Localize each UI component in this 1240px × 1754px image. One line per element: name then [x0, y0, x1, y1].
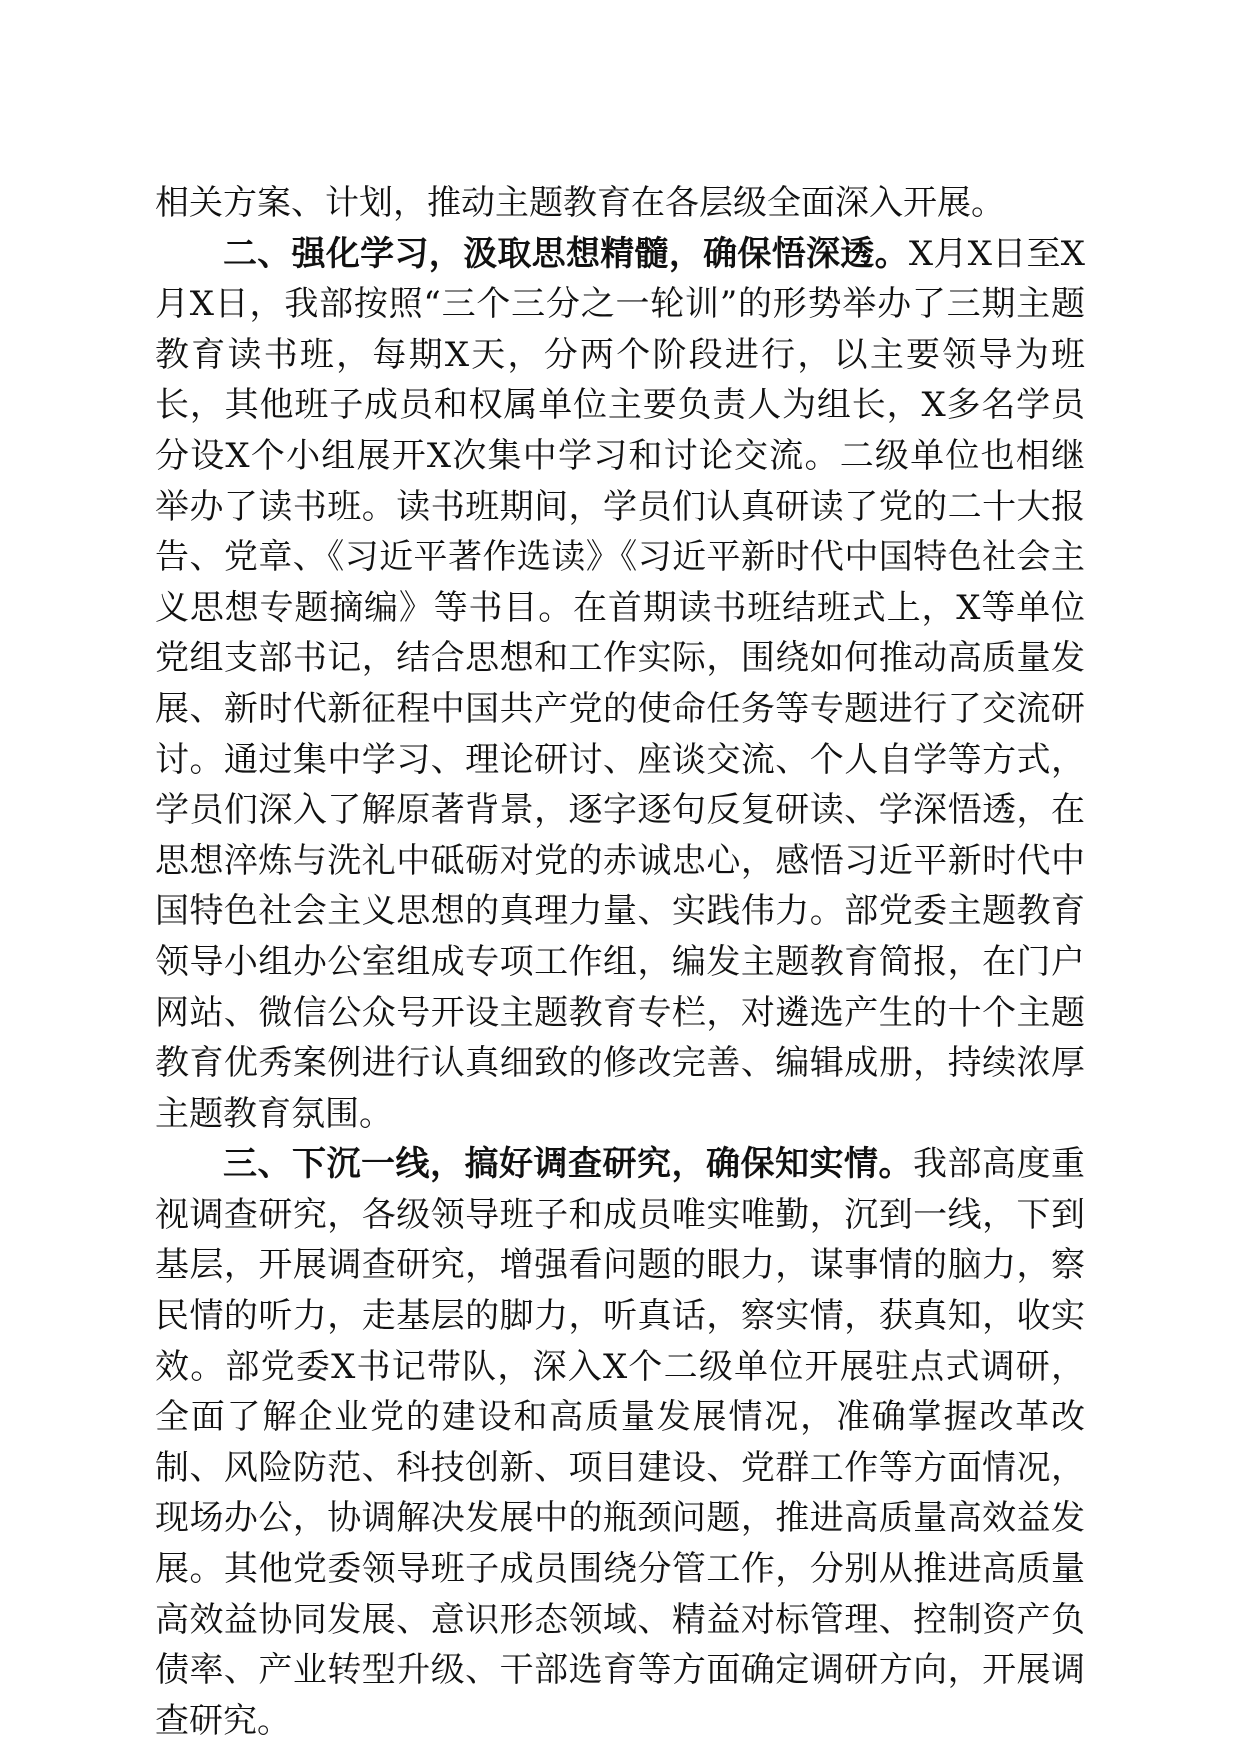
paragraph-section-2: [155, 229, 1085, 1140]
paragraph-body: 相关方案、计划，推动主题教育在各层级全面深入开展。: [155, 183, 1005, 223]
paragraph-body: 我部高度重视调查研究，各级领导班子和成员唯实唯勤，沉到一线，下到基层，开展调查研究，增强看问题的眼力，谋事情的脑力，察民情的听力，走基层的脚力，听真话，察实情，获真知，收实效。部党委X书记带队，深入X个二级单位开展驻点式调研，全面了解企业党的建设和高质量发展情况，准确掌握改革改制、风险防范、科技创新、项目建设、党群工作等方面情况，现场办公，协调解决发展中的瓶颈问题，推进高质量高效益发展。其他党委领导班子成员围绕分管工作，分别从推进高质量高效益协同发展、意识形态领域、精益对标管理、控制资产负债率、产业转型升级、干部选育等方面确定调研方向，开展调查研究。: [155, 1144, 1085, 1741]
paragraph-section-3: [155, 1139, 1085, 1746]
paragraph-continuation: [155, 178, 1085, 229]
section-heading: 三、下沉一线，搞好调查研究，确保知实情。: [223, 1144, 913, 1185]
section-heading: 二、强化学习，汲取思想精髓，确保悟深透。: [223, 233, 909, 274]
document-page: [155, 178, 1085, 1746]
paragraph-body: X月X日至X月X日，我部按照“三个三分之一轮训”的形势举办了三期主题教育读书班，每期X天，分两个阶段进行，以主要领导为班长，其他班子成员和权属单位主要负责人为组长，X多名学员分设X个小组展开X次集中学习和讨论交流。二级单位也相继举办了读书班。读书班期间，学员们认真研读了党的二十大报告、党章、《习近平著作选读》《习近平新时代中国特色社会主义思想专题摘编》等书目。在首期读书班结班式上，X等单位党组支部书记，结合思想和工作实际，围绕如何推动高质量发展、新时代新征程中国共产党的使命任务等专题进行了交流研讨。通过集中学习、理论研讨、座谈交流、个人自学等方式，学员们深入了解原著背景，逐字逐句反复研读、学深悟透，在思想淬炼与洗礼中砥砺对党的赤诚忠心，感悟习近平新时代中国特色社会主义思想的真理力量、实践伟力。部党委主题教育领导小组办公室组成专项工作组，编发主题教育简报，在门户网站、微信公众号开设主题教育专栏，对遴选产生的十个主题教育优秀案例进行认真细致的修改完善、编辑成册，持续浓厚主题教育氛围。: [155, 233, 1085, 1134]
